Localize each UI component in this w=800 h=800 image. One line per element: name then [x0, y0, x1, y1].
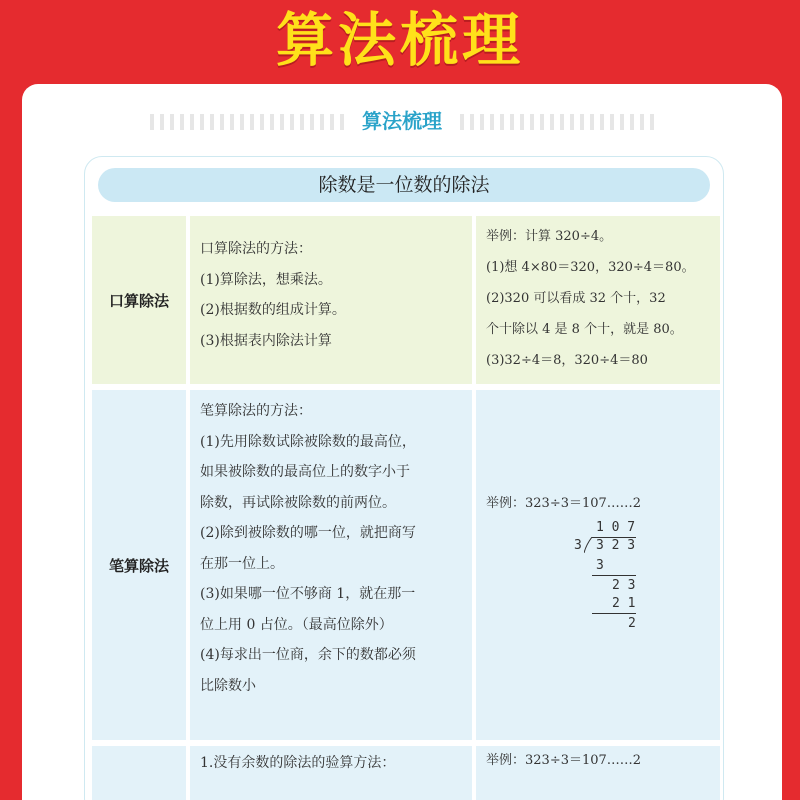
- row-label-written-division: [92, 390, 186, 740]
- oral-example-line: 举例：计算 320÷4。: [486, 229, 613, 244]
- written-method-cell: [190, 390, 472, 740]
- topic-title: 除数是一位数的除法: [98, 168, 710, 202]
- final-remainder: 2: [628, 616, 636, 631]
- dividend: 3 2 3: [596, 538, 636, 553]
- division-bracket-icon: [584, 537, 594, 553]
- check-method-cell: [190, 746, 472, 800]
- oral-method-line: (1)算除法，想乘法。: [200, 271, 332, 288]
- quotient: 1 0 7: [596, 520, 636, 535]
- section-header: [22, 104, 782, 138]
- written-example-title: 举例：323÷3＝107……2: [486, 496, 642, 511]
- step-rule-1: [592, 575, 636, 576]
- step-rule-2: [592, 613, 636, 614]
- written-method-line: (4)每求出一位商，余下的数都必须: [200, 647, 416, 663]
- written-method-line: (2)除到被除数的哪一位，就把商写: [200, 525, 416, 541]
- oral-example-cell: [476, 216, 720, 384]
- oral-example-line: (2)320 可以看成 32 个十，32: [486, 291, 666, 306]
- oral-example-line: 个十除以 4 是 8 个十，就是 80。: [486, 322, 683, 337]
- written-method-line: 位上用 0 占位。（最高位除外）: [200, 616, 393, 633]
- written-example-cell: [476, 390, 720, 740]
- written-method-line: 比除数小: [200, 677, 256, 694]
- oral-example-line: (1)想 4×80＝320，320÷4＝80。: [486, 260, 695, 275]
- oral-method-cell: [190, 216, 472, 384]
- banner-title: 算法梳理: [275, 6, 524, 74]
- row-label-text: 口算除法: [108, 291, 169, 310]
- section-title: 算法梳理: [362, 109, 442, 133]
- written-method-line: 如果被除数的最高位上的数字小于: [200, 464, 410, 480]
- written-method-line: (1)先用除数试除被除数的最高位，: [200, 433, 416, 450]
- oral-method-line: (3)根据表内除法计算: [200, 332, 332, 349]
- step-product-2: 2 1: [612, 596, 636, 611]
- row-label-check: [92, 746, 186, 800]
- content-card: [22, 84, 782, 800]
- written-method-line: 除数，再试除被除数的前两位。: [200, 494, 396, 511]
- check-example-cell: [476, 746, 720, 800]
- written-method-line: 在那一位上。: [200, 555, 284, 572]
- row-label-oral-division: [92, 216, 186, 384]
- oral-method-line: 口算除法的方法：: [200, 241, 312, 257]
- divisor: 3: [574, 538, 582, 553]
- written-method-line: (3)如果哪一位不够商 1，就在那一: [200, 586, 416, 602]
- oral-method-line: (2)根据数的组成计算。: [200, 302, 346, 318]
- long-division: [572, 520, 692, 640]
- step-product-1: 3: [596, 558, 604, 573]
- check-example-line: 举例：323÷3＝107……2: [486, 753, 642, 768]
- check-method-line: 1.没有余数的除法的验算方法：: [200, 755, 396, 771]
- row-label-text: 笔算除法: [108, 556, 169, 575]
- oral-example-line: (3)32÷4＝8，320÷4＝80: [486, 353, 648, 368]
- step-remainder-1: 2 3: [612, 578, 636, 593]
- written-method-line: 笔算除法的方法：: [200, 403, 312, 419]
